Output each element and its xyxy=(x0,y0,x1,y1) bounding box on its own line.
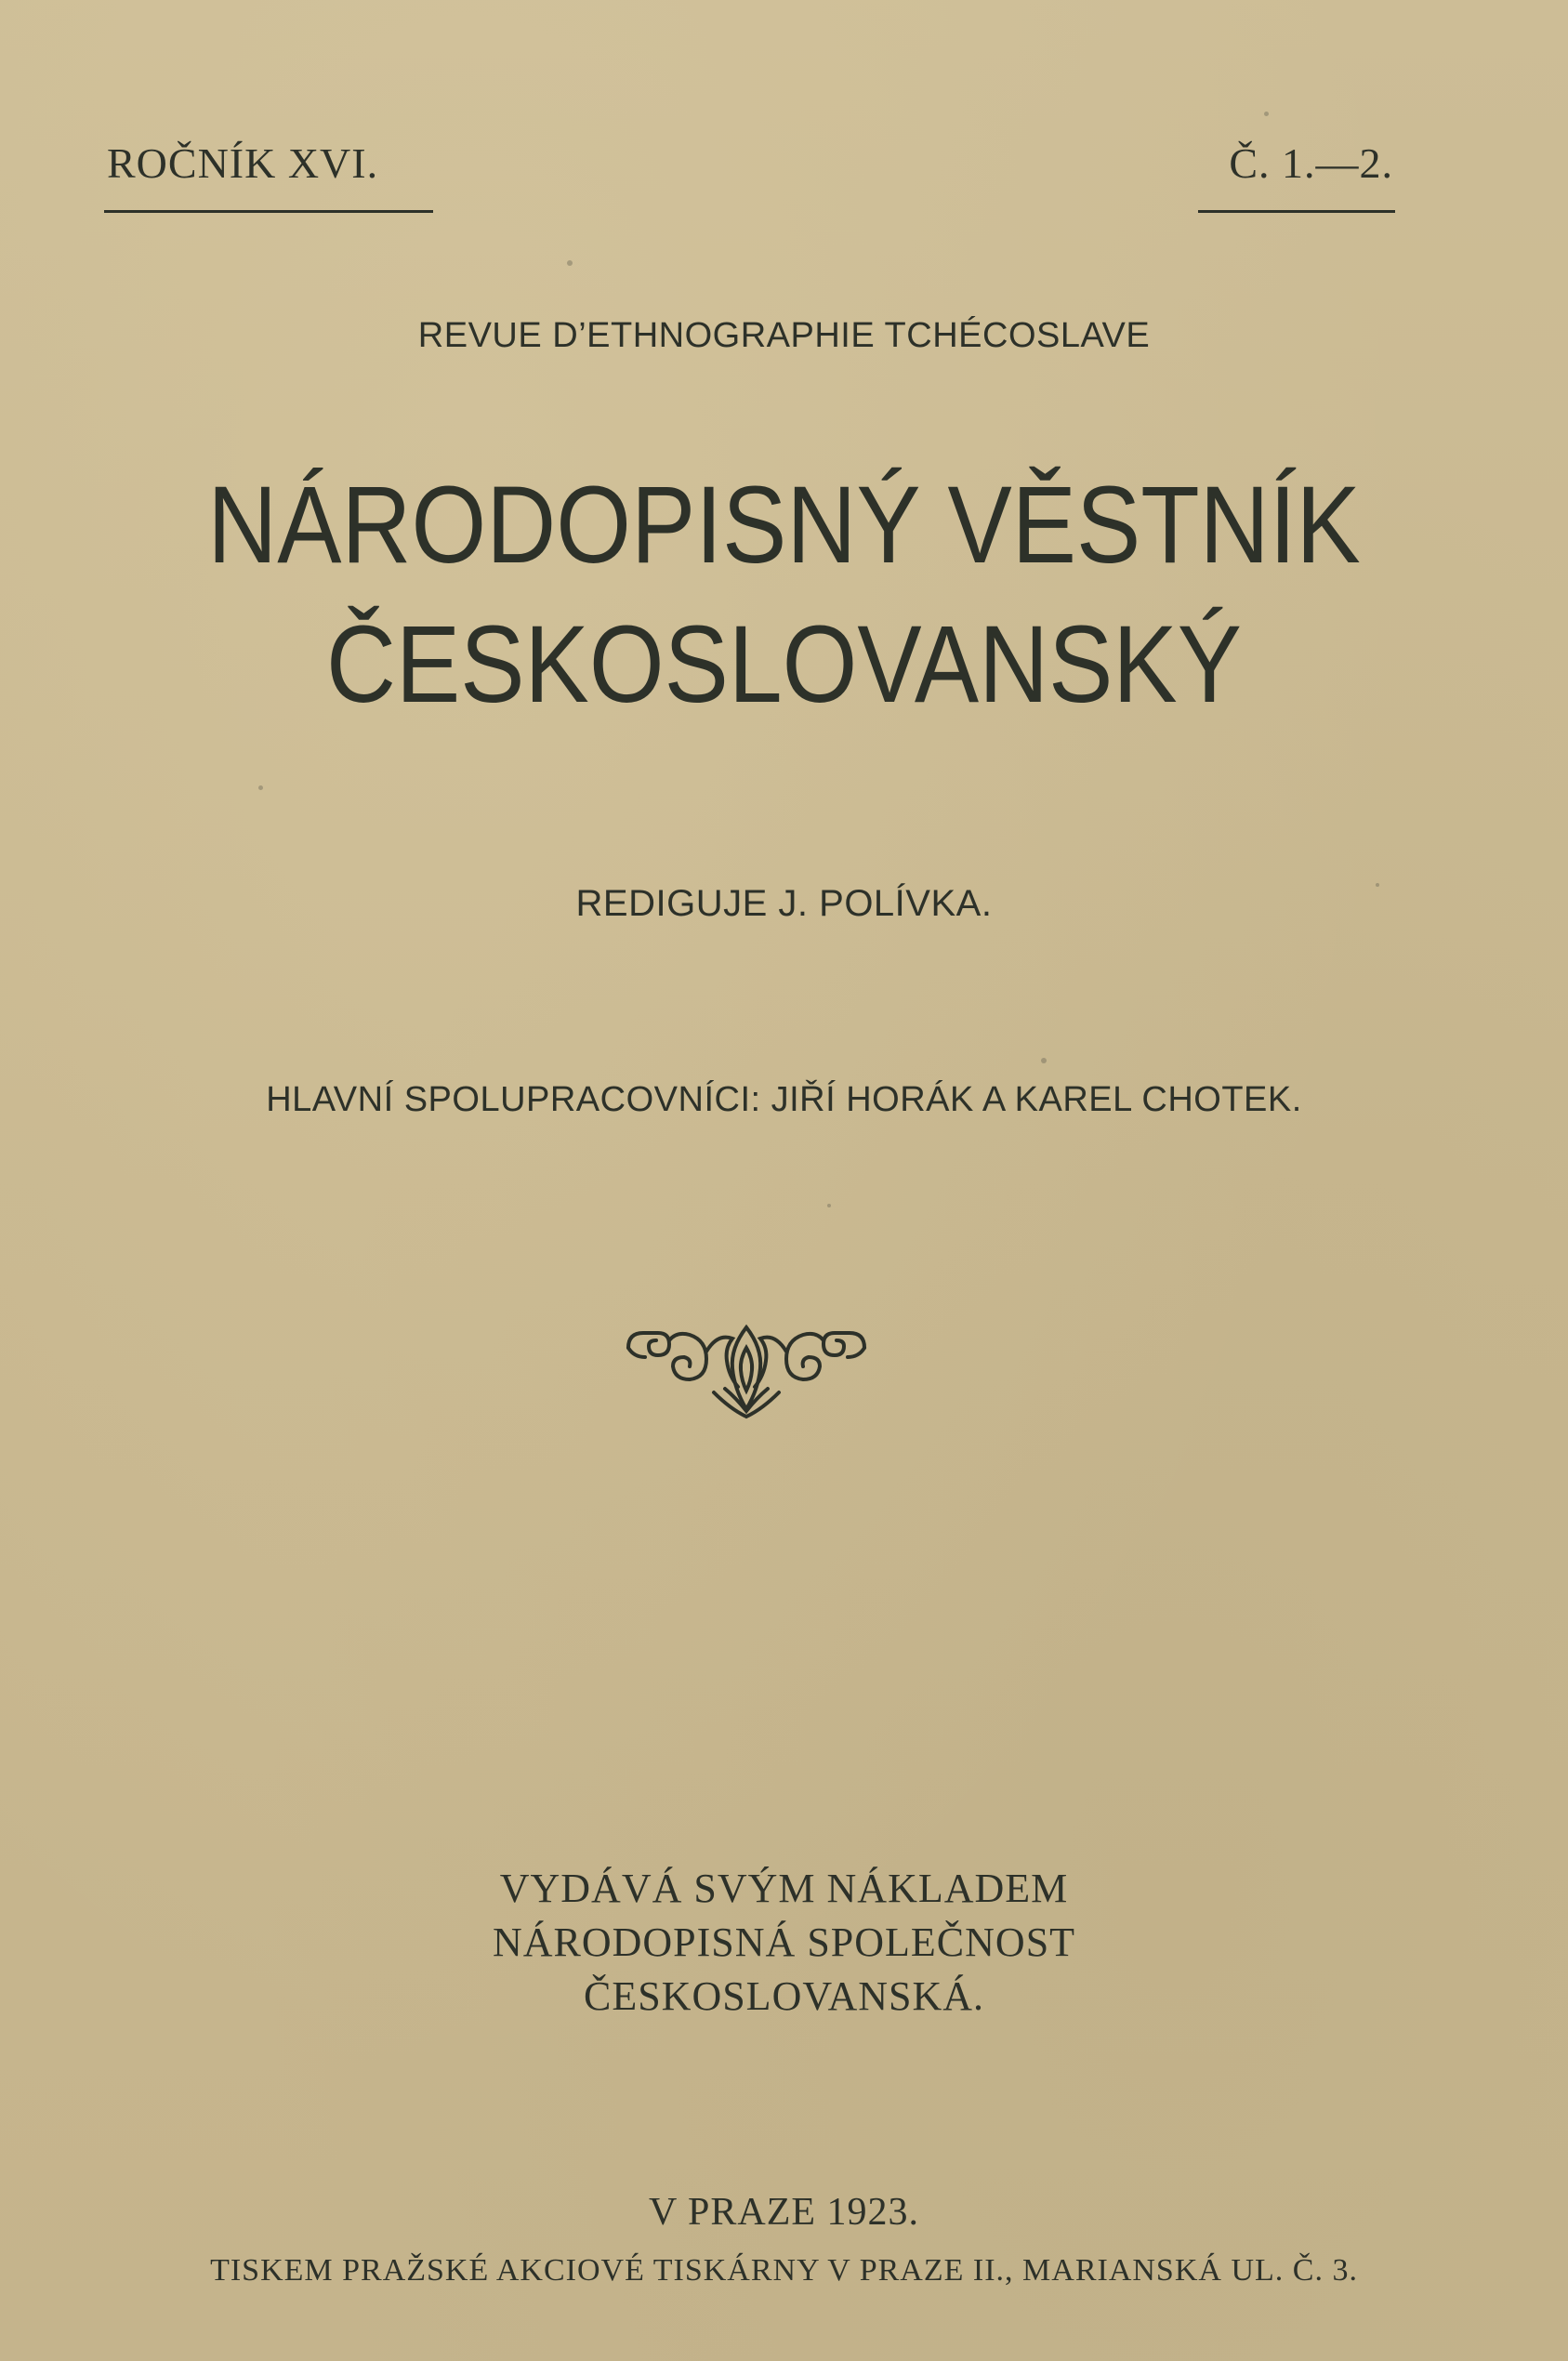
printer-imprint: TISKEM PRAŽSKÉ AKCIOVÉ TISKÁRNY V PRAZE II., MARIANSKÁ UL. Č. 3. xyxy=(210,2253,1358,2288)
volume-underline xyxy=(104,210,433,213)
publisher-line-3: ČESKOSLOVANSKÁ. xyxy=(583,1973,985,2019)
editor-line: REDIGUJE J. POLÍVKA. xyxy=(575,883,993,924)
volume-number: ROČNÍK XVI. xyxy=(107,139,379,187)
paper-speck xyxy=(827,1204,831,1207)
issue-number: Č. 1.—2. xyxy=(1229,139,1393,187)
publisher-line-1: VYDÁVÁ SVÝM NÁKLADEM xyxy=(499,1866,1069,1911)
journal-title-line-2: ČESKOSLOVANSKÝ xyxy=(326,603,1242,726)
publisher-line-2: NÁRODOPISNÁ SPOLEČNOST xyxy=(492,1919,1076,1965)
issue-underline xyxy=(1198,210,1395,213)
paper-speck xyxy=(1264,112,1269,116)
journal-title-line-1: NÁRODOPISNÝ VĚSTNÍK xyxy=(207,464,1361,587)
paper-speck xyxy=(258,785,263,790)
place-and-year: V PRAZE 1923. xyxy=(648,2191,920,2234)
paper-speck xyxy=(1041,1058,1047,1063)
decorative-vignette-icon xyxy=(621,1320,872,1422)
collaborators-line: HLAVNÍ SPOLUPRACOVNÍCI: JIŘÍ HORÁK A KAREL CHOTEK. xyxy=(266,1080,1302,1119)
paper-speck xyxy=(567,260,573,266)
french-subtitle: REVUE D’ETHNOGRAPHIE TCHÉCOSLAVE xyxy=(417,316,1151,355)
